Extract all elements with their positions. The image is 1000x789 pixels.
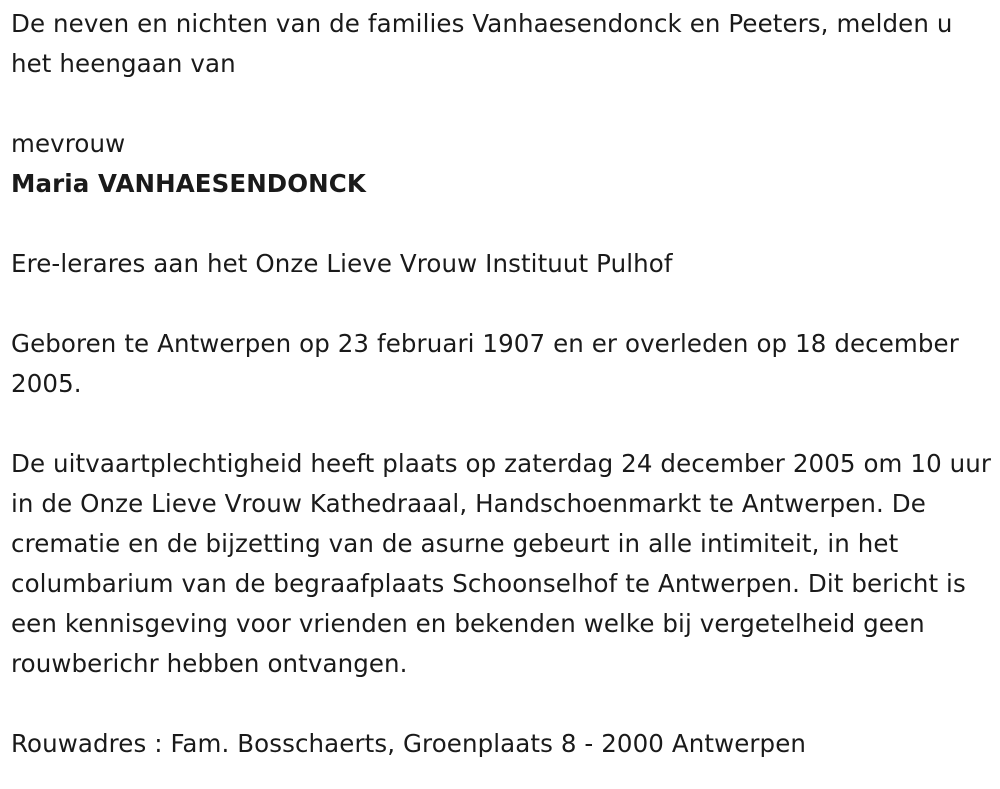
spacer — [11, 84, 996, 124]
birth-death-paragraph: Geboren te Antwerpen op 23 februari 1907 en er overleden op 18 december 2005. — [11, 329, 959, 398]
spacer — [11, 684, 996, 724]
funeral-paragraph: De uitvaartplechtigheid heeft plaats op zaterdag 24 december 2005 om 10 uur in de Onze Lieve Vrouw Kathedraaal, Handschoenmarkt te Antwerpen. De crematie en de bijzetting van de asurne gebeurt in alle intimiteit, in het columbarium van de begraafplaats Schoonselhof te Antwerpen. Dit bericht is een kennisgeving voor vrienden en bekenden welke bij vergetelheid geen rouwberichr hebben ontvangen. — [11, 449, 992, 678]
mourning-address: Rouwadres : Fam. Bosschaerts, Groenplaats 8 - 2000 Antwerpen — [11, 729, 806, 758]
spacer — [11, 404, 996, 444]
death-notice — [11, 4, 996, 764]
deceased-title: Ere-lerares aan het Onze Lieve Vrouw Instituut Pulhof — [11, 249, 673, 278]
intro-paragraph: De neven en nichten van de families Vanhaesendonck en Peeters, melden u het heengaan van — [11, 9, 953, 78]
deceased-name: Maria VANHAESENDONCK — [11, 169, 366, 198]
salutation: mevrouw — [11, 129, 126, 158]
spacer — [11, 284, 996, 324]
spacer — [11, 204, 996, 244]
